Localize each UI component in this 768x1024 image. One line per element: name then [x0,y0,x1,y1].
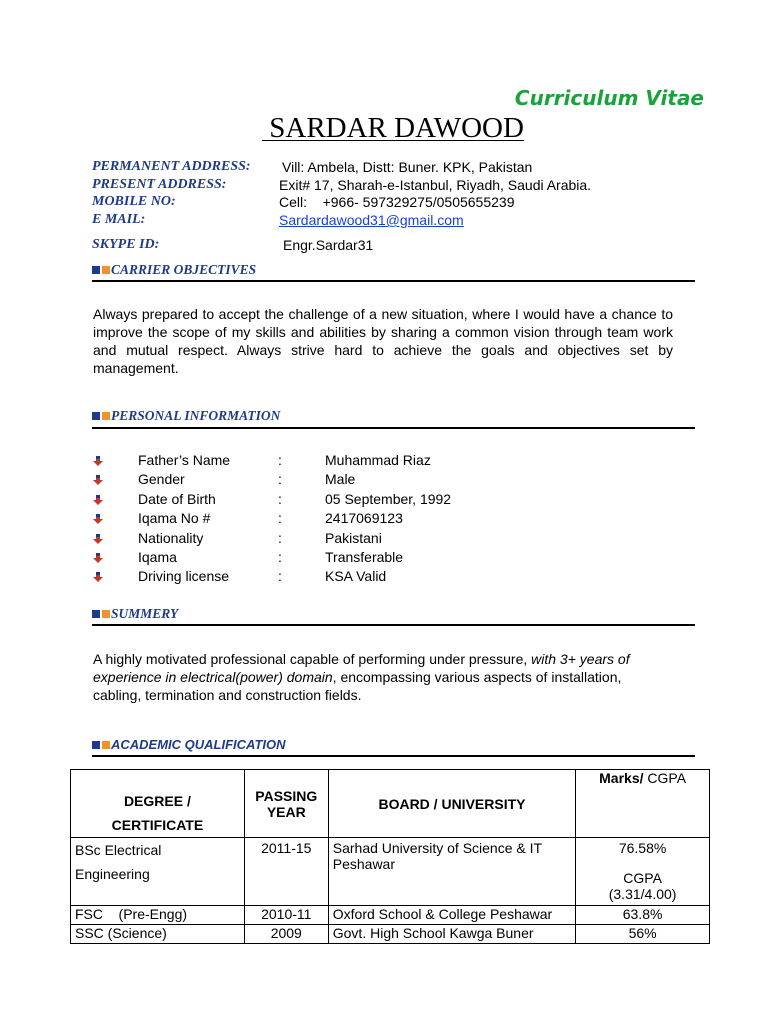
table-row [71,838,710,906]
info-separator: : [278,529,282,546]
section-divider [92,427,695,429]
blue-square-icon [92,610,100,618]
cv-title: Curriculum Vitae [514,86,704,110]
present-address: Exit# 17, Sharah-e-Istanbul, Riyadh, Saudi Arabia. [279,177,592,193]
info-key: Iqama No # [138,510,211,527]
marks-cell: 63.8% [576,906,710,925]
permanent-address: Vill: Ambela, Distt: Buner. KPK, Pakistan [282,159,533,175]
orange-square-icon [102,741,110,749]
table-header-row [71,770,710,838]
board-cell: Oxford School & College Peshawar [328,906,575,925]
present-address-label: PRESENT ADDRESS: [92,177,227,192]
arrow-bullet-icon [92,571,104,583]
orange-square-icon [102,412,110,420]
marks-line1: 76.58% [618,840,667,856]
orange-square-icon [102,266,110,274]
info-separator: : [278,452,282,468]
marks-header-plain: CGPA [643,770,687,786]
section-divider [92,280,695,282]
academic-table [70,769,710,944]
orange-square-icon [102,610,110,618]
mobile-number: Cell: +966- 597329275/0505655239 [279,194,515,210]
summary-text-c: , encompassing various aspects of installation, cabling, termination and construction fields. [93,669,622,703]
table-row [71,925,710,944]
info-separator: : [278,490,282,507]
marks-cell: 56% [576,925,710,944]
candidate-name: SARDAR DAWOOD [262,112,524,144]
year-header-line2: YEAR [266,803,306,820]
info-separator: : [278,549,282,565]
marks-line3: (3.31/4.00) [608,886,677,902]
info-key: Date of Birth [138,490,216,507]
degree-header [71,770,245,838]
personal-heading-text: PERSONAL INFORMATION [111,408,281,423]
marks-header [576,770,710,838]
arrow-bullet-icon [92,494,104,506]
summary-heading [92,606,178,622]
arrow-bullet-icon [92,455,104,467]
summary-text-a: A highly motivated professional capable of performing under pressure, [93,651,532,667]
degree-line1: BSc Electrical [75,842,162,858]
skype-label: SKYPE ID: [92,237,160,252]
summary-text-b: with 3+ years of experience in electrical(power) domain [93,651,630,685]
summary-heading-text: SUMMERY [111,606,179,621]
arrow-bullet-icon [92,533,104,545]
info-value: Male [325,471,356,488]
section-divider [92,624,695,626]
info-value: Muhammad Riaz [325,452,431,468]
year-header [244,770,328,838]
degree-cell [71,838,245,906]
skype-id: Engr.Sardar31 [283,237,374,253]
info-value: 2417069123 [325,510,403,527]
academic-heading-text: ACADEMIC QUALIFICATION [111,737,286,752]
board-header: BOARD / UNIVERSITY [328,770,575,838]
blue-square-icon [92,412,100,420]
arrow-bullet-icon [92,513,104,525]
info-key: Iqama [138,549,177,565]
blue-square-icon [92,741,100,749]
academic-heading [92,737,286,752]
year-cell: 2009 [244,925,328,944]
table-row [71,906,710,925]
degree-header-line2: CERTIFICATE [111,817,204,833]
blue-square-icon [92,266,100,274]
info-value: Transferable [325,549,404,565]
objectives-text: Always prepared to accept the challenge of a new situation, where I would have a chance to improve the scope of my skills and abilities by sharing a common vision through team work and mutual respect. Always strive hard to achieve the goals and objectives set by management. [93,306,673,376]
info-separator: : [278,471,282,488]
objectives-heading-text: CARRIER OBJECTIVES [111,262,257,277]
summary-text [93,650,668,704]
info-key: Gender [138,471,185,488]
degree-cell: SSC (Science) [71,925,245,944]
info-value: KSA Valid [325,568,387,585]
arrow-bullet-icon [92,474,104,486]
marks-cell [576,838,710,906]
degree-line2: Engineering [75,866,150,882]
year-cell: 2011-15 [244,838,328,906]
info-separator: : [278,510,282,527]
marks-header-bold: Marks/ [599,770,644,786]
section-divider [92,755,695,757]
email-label: E MAIL: [92,212,146,227]
mobile-label: MOBILE NO: [92,194,176,209]
info-value: Pakistani [325,529,382,546]
info-key: Father’s Name [138,452,231,468]
arrow-bullet-icon [92,552,104,564]
marks-line2: CGPA [623,870,662,886]
degree-cell: FSC (Pre-Engg) [71,906,245,925]
board-line2: Peshawar [332,856,396,872]
info-key: Driving license [138,568,230,585]
degree-header-line1: DEGREE / [123,793,191,809]
board-line1: Sarhad University of Science & IT [332,840,543,856]
personal-heading [92,408,280,424]
year-cell: 2010-11 [244,906,328,925]
board-cell [328,838,575,906]
email-link[interactable]: Sardardawood31@gmail.com [279,212,464,228]
board-cell: Govt. High School Kawga Buner [328,925,575,944]
year-header-line1: PASSING [255,787,318,804]
permanent-address-label: PERMANENT ADDRESS: [92,159,251,174]
info-value: 05 September, 1992 [325,490,452,507]
info-separator: : [278,568,282,585]
info-key: Nationality [138,529,204,546]
objectives-heading [92,262,256,278]
